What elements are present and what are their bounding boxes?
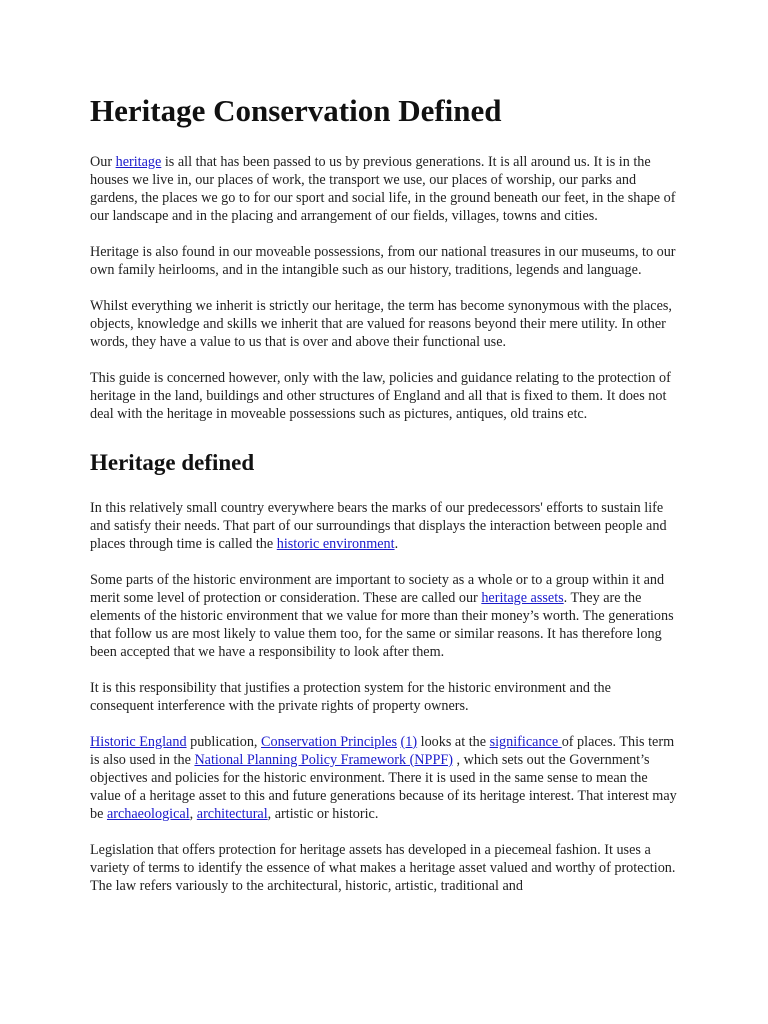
conservation-principles-link[interactable]: Conservation Principles: [261, 733, 397, 750]
paragraph-responsibility: It is this responsibility that justifies a protection system for the historic environment and the consequent interference with the private rights of property owners.: [90, 679, 611, 714]
text-run: , artistic or historic.: [267, 805, 379, 822]
page-title: Heritage Conservation Defined: [90, 93, 502, 128]
paragraph-heritage-assets: [90, 571, 678, 661]
significance-link[interactable]: significance: [489, 733, 562, 750]
text-run: ,: [189, 805, 197, 822]
heritage-link[interactable]: heritage: [115, 154, 162, 171]
paragraph-inheritance: Whilst everything we inherit is strictly our heritage, the term has become synonymous with the places, objects, knowledge and skills we inherit that are valued for reasons beyond their mere utility. In other words, they have a value to us that is over and above their functional use.: [90, 298, 672, 351]
paragraph-moveable-possessions: Heritage is also found in our moveable possessions, from our national treasures in our museums, to our own family heirlooms, and in the intangible such as our history, traditions, legends and language.: [90, 244, 676, 279]
text-run: is all that has been passed to us by previous generations. It is all around us. It is in the houses we live in, our places of work, the transport we use, our places of worship, our parks and gardens, the places we go to for our sport and social life, in the ground beneath our feet, in the shape of our landscape and in the placing and arrangement of our fields, villages, towns and cities.: [90, 154, 676, 225]
paragraph-significance: [90, 733, 678, 823]
text-run: .: [394, 535, 399, 552]
text-run: Some parts of the historic environment are important to society as a whole or to a group within it and merit some level of protection or consideration. These are called our: [90, 571, 665, 606]
text-run: looks at the: [417, 733, 490, 750]
historic-england-link[interactable]: Historic England: [90, 733, 187, 750]
paragraph-predecessors: [90, 499, 678, 553]
text-run: of places. This term is also used in the: [90, 733, 675, 768]
nppf-link[interactable]: National Planning Policy Framework (NPPF): [194, 751, 453, 768]
section-heading: Heritage defined: [90, 450, 255, 476]
footnote-link[interactable]: (1): [400, 733, 418, 750]
paragraph-guide-scope: This guide is concerned however, only with the law, policies and guidance relating to the protection of heritage in the land, buildings and other structures of England and all that is fixed to them. It does not deal with the heritage in moveable possessions such as pictures, antiques, old trains etc.: [90, 370, 671, 423]
text-run: In this relatively small country everywhere bears the marks of our predecessors' efforts to sustain life and satisfy their needs. That part of our surroundings that displays the interaction between people and places through time is called the: [90, 499, 667, 552]
architectural-link[interactable]: architectural: [196, 805, 268, 822]
text-run: . They are the elements of the historic environment that we value for more than their money’s worth. The generations that follow us are most likely to value them too, for the same or similar reasons. It has therefore long been accepted that we have a responsibility to look after them.: [90, 589, 674, 660]
text-run: Our: [90, 154, 116, 171]
historic-environment-link[interactable]: historic environment: [276, 535, 395, 552]
paragraph-heritage-intro: [90, 153, 678, 225]
paragraph-legislation: Legislation that offers protection for heritage assets has developed in a piecemeal fashion. It uses a variety of terms to identify the essence of what makes a heritage asset valued and worthy of protection. The law refers variously to the architectural, historic, artistic, traditional and: [90, 841, 676, 894]
archaeological-link[interactable]: archaeological: [106, 805, 190, 822]
heritage-assets-link[interactable]: heritage assets: [481, 589, 564, 606]
text-run: , which sets out the Government’s objectives and policies for the historic environment. There it is used in the same sense to mean the value of a heritage asset to this and future generations because of its heritage interest. That interest may be: [90, 751, 677, 822]
text-run: publication,: [186, 733, 262, 750]
